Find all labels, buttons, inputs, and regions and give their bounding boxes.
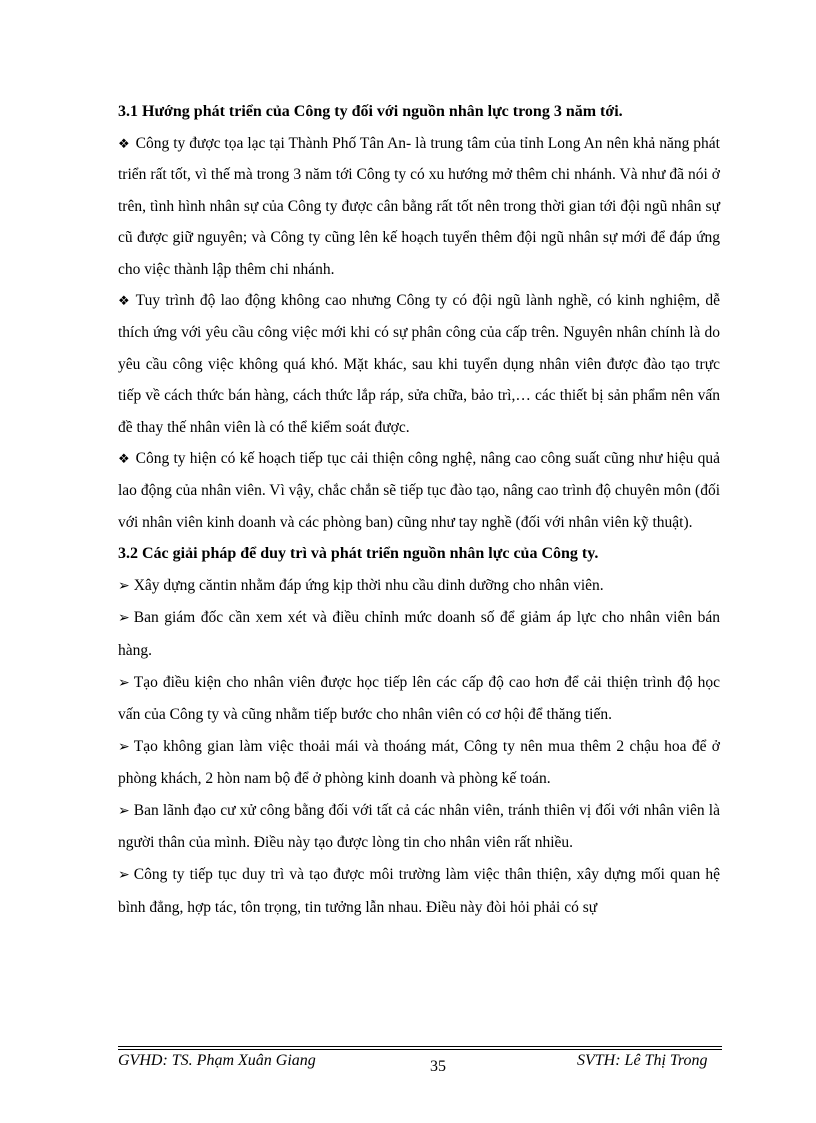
paragraph-text: Công ty hiện có kế hoạch tiếp tục cải thiện công nghệ, nâng cao công suất cũng như hiệu quả lao động của nhân viên. Vì vậy, chắc chắn sẽ tiếp tục đào tạo, nâng cao trình độ chuyên môn (đối với nhân viên kinh doanh và các phòng ban) cũng như tay nghề (đối với nhân viên kỹ thuật). — [118, 450, 720, 531]
section-title-3-2: 3.2 Các giải pháp để duy trì và phát triển nguồn nhân lực của Công ty. — [118, 545, 599, 563]
diamond-bullet-icon: ❖ — [118, 293, 130, 309]
section2-list-item — [118, 602, 720, 666]
arrow-bullet-icon: ➢ — [118, 739, 130, 755]
list-item-text: Tạo điều kiện cho nhân viên được học tiếp lên các cấp độ cao hơn để cải thiện trình độ học vấn của Công ty và cũng nhằm tiếp bước cho nhân viên có cơ hội để thăng tiến. — [118, 673, 720, 724]
section2-list-item — [118, 570, 720, 603]
list-item-text: Tạo không gian làm việc thoải mái và thoáng mát, Công ty nên mua thêm 2 chậu hoa để ở phòng khách, 2 hòn nam bộ để ở phòng kinh doanh và phòng kế toán. — [118, 737, 720, 788]
list-item-text: Ban lãnh đạo cư xử công bằng đối với tất cả các nhân viên, tránh thiên vị đối với nhân viên là người thân của mình. Điều này tạo được lòng tin cho nhân viên rất nhiều. — [118, 801, 720, 852]
arrow-bullet-icon: ➢ — [118, 611, 130, 627]
diamond-bullet-icon: ❖ — [118, 135, 130, 151]
footer-student: SVTH: Lê Thị Trong — [577, 1052, 708, 1069]
footer-advisor: GVHD: TS. Phạm Xuân Giang — [118, 1052, 316, 1069]
arrow-bullet-icon: ➢ — [118, 578, 130, 594]
footer-rule-thin — [118, 1049, 722, 1050]
paragraph-text: Tuy trình độ lao động không cao nhưng Công ty có đội ngũ lành nghề, có kinh nghiệm, dễ thích ứng với yêu cầu công việc mới khi có sự phân công của cấp trên. Nguyên nhân chính là do yêu cầu công việc không quá khó. Mặt khác, sau khi tuyển dụng nhân viên được đào tạo trực tiếp về cách thức bán hàng, cách thức lắp ráp, sửa chữa, bảo trì,… các thiết bị sản phẩm nên vấn đề thay thế nhân viên là có thể kiểm soát được. — [118, 292, 720, 436]
diamond-bullet-icon: ❖ — [118, 451, 130, 467]
arrow-bullet-icon: ➢ — [118, 868, 130, 884]
list-item-text: Công ty tiếp tục duy trì và tạo được môi trường làm việc thân thiện, xây dựng mối quan hệ bình đẳng, hợp tác, tôn trọng, tin tưởng lẫn nhau. Điều này đòi hỏi phải có sự — [118, 866, 720, 916]
section1-paragraph — [118, 443, 720, 538]
list-item-text: Xây dựng căntin nhằm đáp ứng kịp thời nhu cầu dinh dưỡng cho nhân viên. — [133, 576, 604, 594]
section2-list-item — [118, 795, 720, 859]
footer-rule-thick — [118, 1046, 722, 1047]
list-item-text: Ban giám đốc cần xem xét và điều chỉnh mức doanh số để giảm áp lực cho nhân viên bán hàng. — [118, 609, 720, 659]
paragraph-text: Công ty được tọa lạc tại Thành Phố Tân An- là trung tâm của tỉnh Long An nên khả năng phát triển rất tốt, vì thế mà trong 3 năm tới Công ty có xu hướng mở thêm chi nhánh. Và như đã nói ở trên, tình hình nhân sự của Công ty được cân bằng rất tốt nên trong thời gian tới đội ngũ nhân sự cũ được giữ nguyên; và Công ty cũng lên kế hoạch tuyển thêm đội ngũ nhân sự mới để đáp ứng cho việc thành lập thêm chi nhánh. — [118, 134, 720, 278]
arrow-bullet-icon: ➢ — [118, 803, 130, 819]
page-number: 35 — [430, 1058, 446, 1075]
section2-list-item — [118, 667, 720, 731]
section1-paragraph — [118, 128, 720, 286]
section2-list-item — [118, 731, 720, 795]
section-title-3-1: 3.1 Hướng phát triển của Công ty đối với nguồn nhân lực trong 3 năm tới. — [118, 103, 623, 120]
arrow-bullet-icon: ➢ — [118, 675, 130, 691]
section2-list-item — [118, 859, 720, 923]
document-body — [118, 96, 720, 923]
section1-paragraph — [118, 285, 720, 443]
